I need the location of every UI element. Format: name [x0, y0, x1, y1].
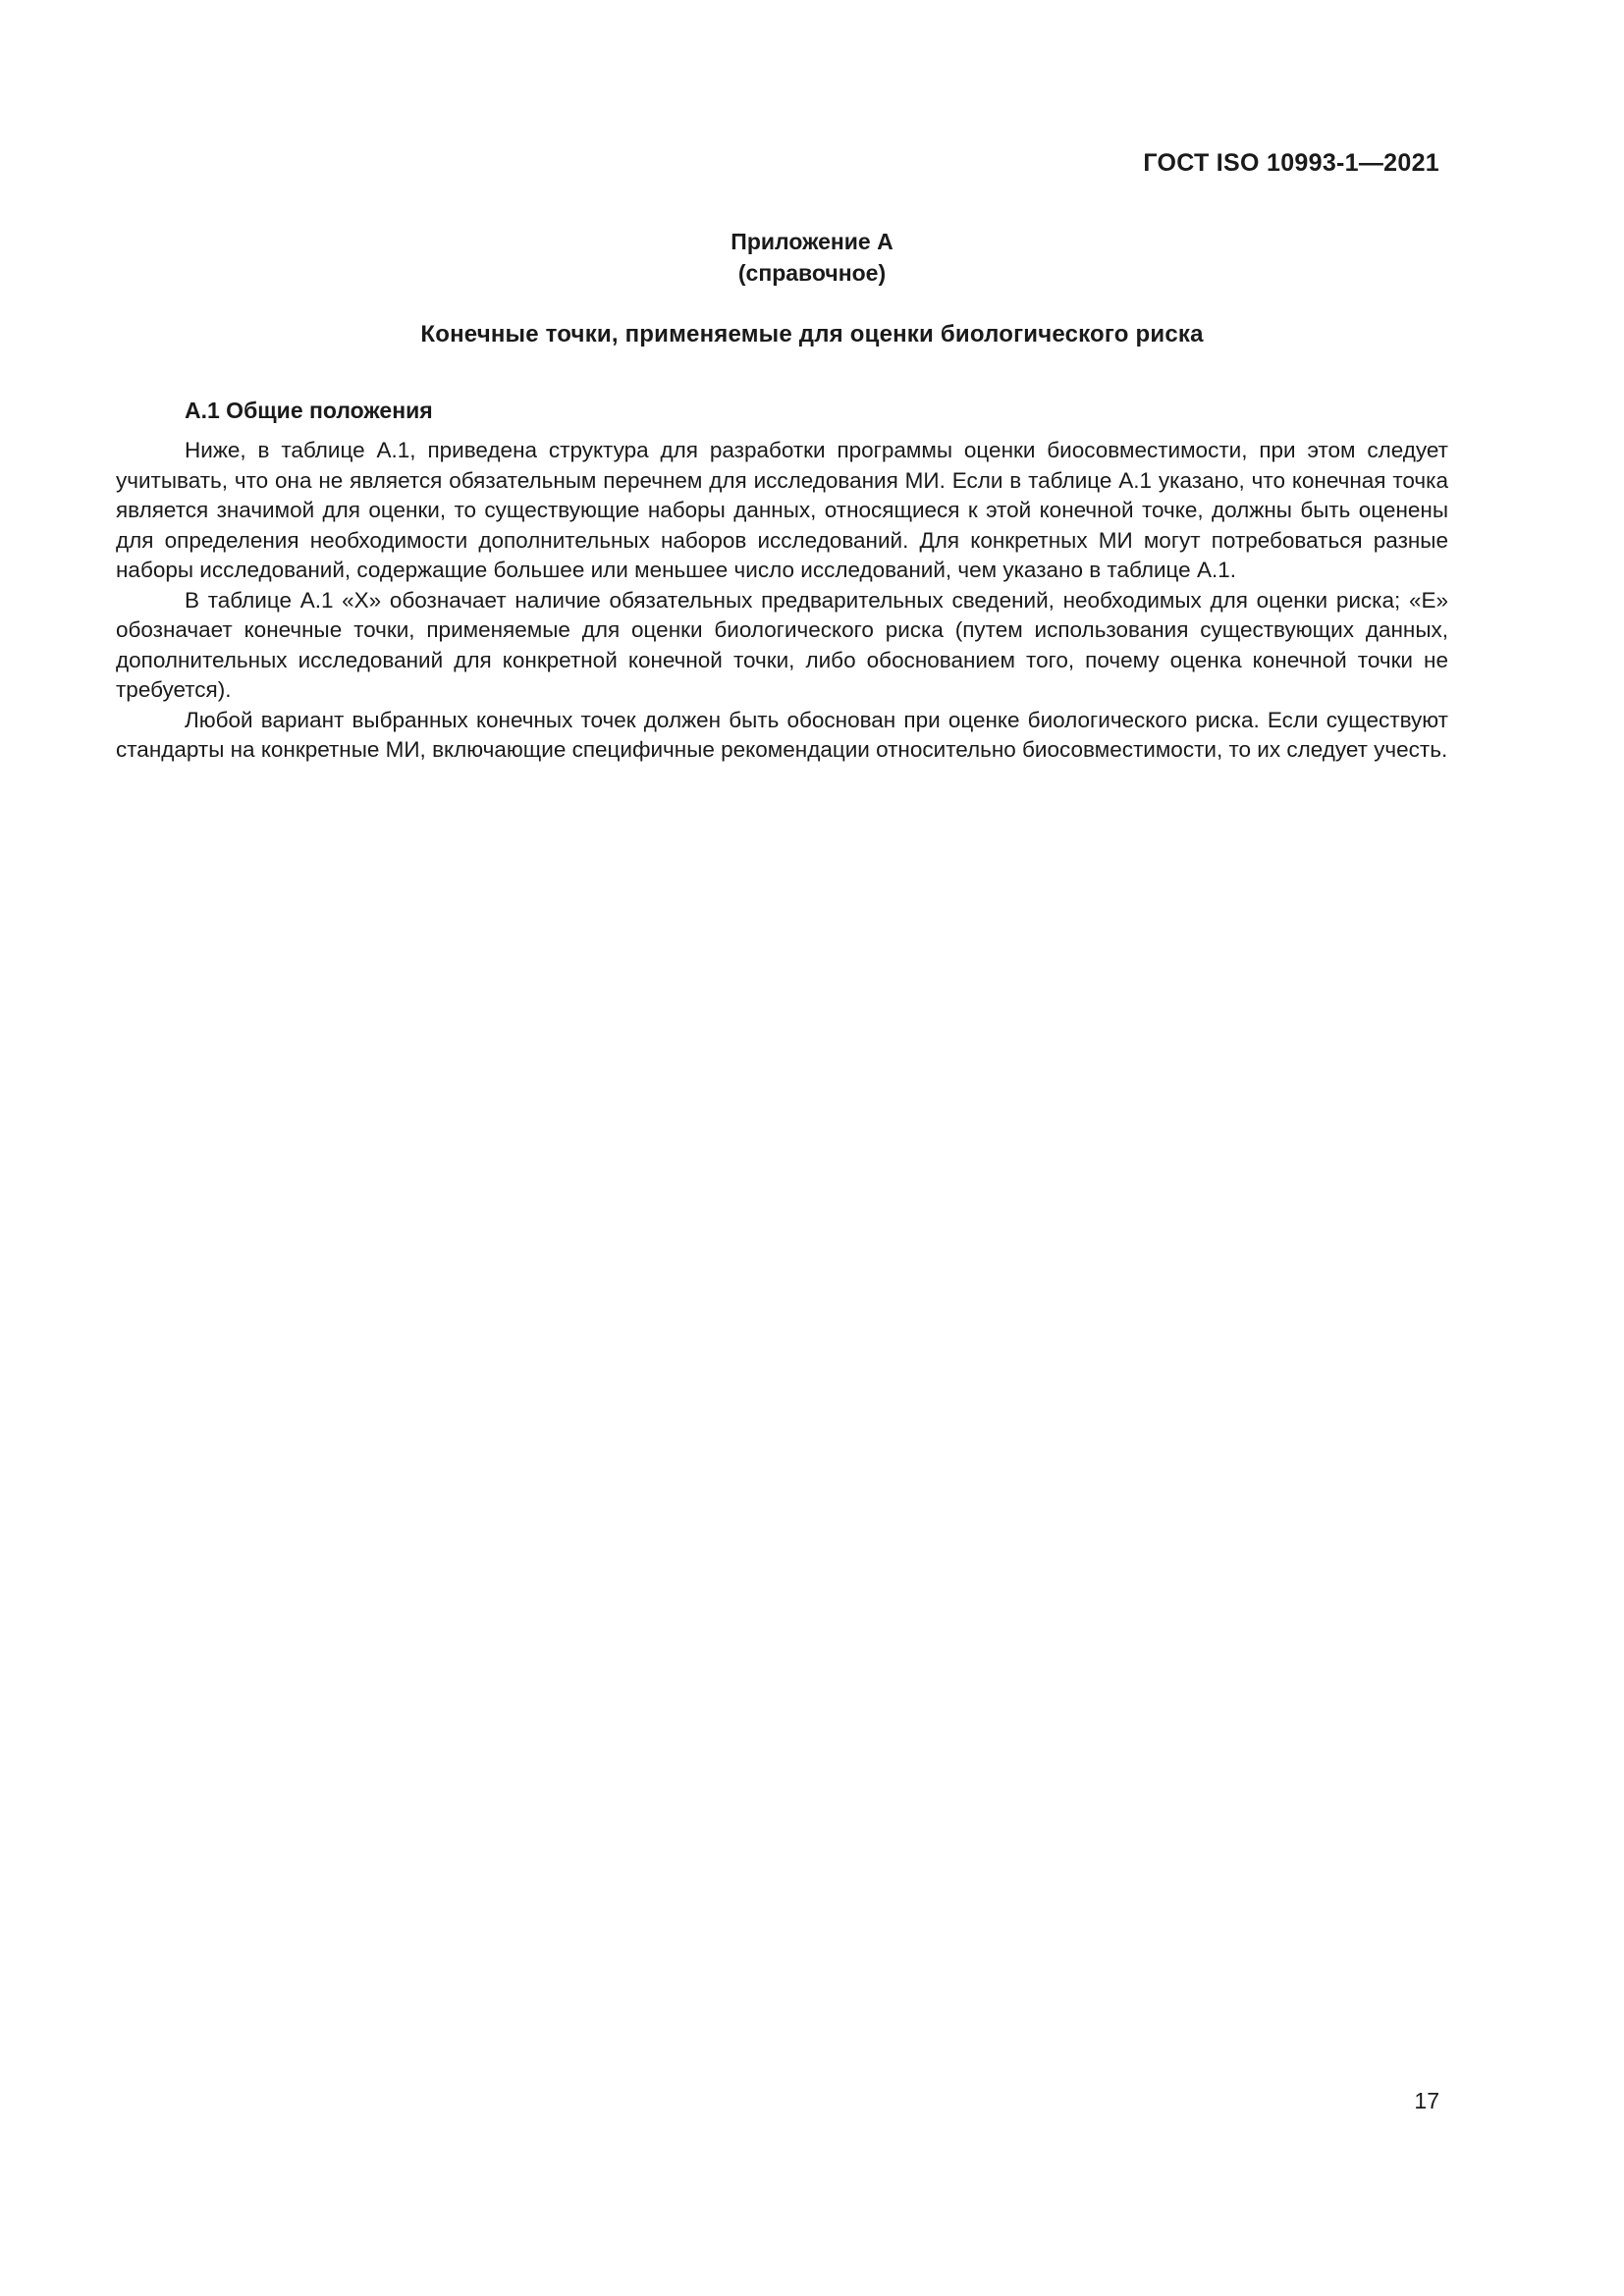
- annex-type: (справочное): [737, 260, 887, 286]
- paragraph: В таблице А.1 «X» обозначает наличие обязательных предварительных сведений, необходимых для оценки риска; «Е» обозначает конечные точки, применяемые для оценки биологического риска (путем использования существующих данных, дополнительных исследований для конкретной конечной точки, либо обоснованием того, почему оценка конечной точки не требуется).: [116, 587, 1448, 702]
- document-id: ГОСТ ISO 10993-1—2021: [1143, 149, 1439, 177]
- page-number: 17: [1414, 2088, 1439, 2113]
- paragraph: Ниже, в таблице А.1, приведена структура для разработки программы оценки биосовместимости, при этом следует учитывать, что она не является обязательным перечнем для исследования МИ. Если в таблице А.1 указано, что конечная точка является значимой для оценки, то существующие наборы данных, относящиеся к этой конечной точке, должны быть оценены для определения необходимости дополнительных наборов исследований. Для конкретных МИ могут потребоваться разные наборы исследований, содержащие большее или меньшее число исследований, чем указано в таблице А.1.: [116, 438, 1448, 582]
- annex-block: [0, 226, 1624, 289]
- section-body: [116, 436, 1448, 766]
- annex-label: Приложение А: [731, 229, 893, 254]
- paragraph: Любой вариант выбранных конечных точек должен быть обоснован при оценке биологического риска. Если существуют стандарты на конкретные МИ, включающие специфичные рекомендации относительно биосовместимости, то их следует учесть.: [116, 707, 1448, 762]
- section-heading: А.1 Общие положения: [185, 398, 433, 423]
- annex-title: Конечные точки, применяемые для оценки биологического риска: [420, 321, 1204, 347]
